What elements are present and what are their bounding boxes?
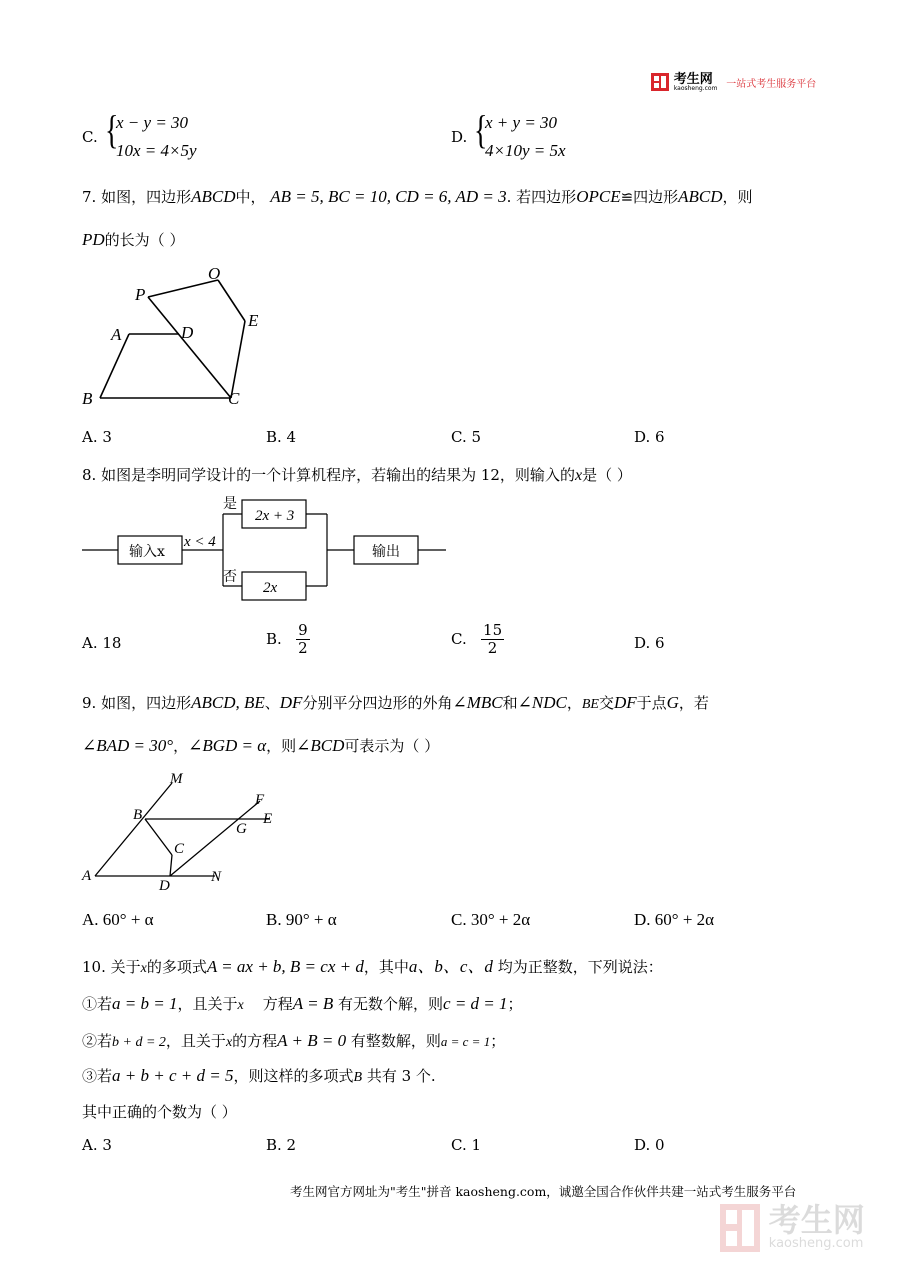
logo-text: 考生网 xyxy=(673,71,713,87)
q9-label-d: D xyxy=(159,878,170,894)
q8-flow-yes: 是 xyxy=(223,496,237,512)
q9-label-e: E xyxy=(263,811,273,827)
q9-label-a: A xyxy=(82,868,92,884)
q9-label-c: C xyxy=(174,841,185,857)
header-logo xyxy=(651,72,816,92)
q8-option-a: A. 18 xyxy=(82,634,122,652)
q9-stem-line2: ∠BAD = 30°，∠BGD = α，则∠BCD可表示为（ ） xyxy=(82,736,440,755)
watermark-logo-icon xyxy=(720,1204,760,1252)
q10-option-a: A. 3 xyxy=(82,1136,112,1154)
q9-option-b: B. 90° + α xyxy=(266,910,337,929)
logo-domain: kaosheng.com xyxy=(673,84,718,92)
q7-option-d: D. 6 xyxy=(634,428,665,446)
q10-statement-2: ②若b + d = 2，且关于x的方程A + B = 0 有整数解，则a = c = 1； xyxy=(82,1031,506,1050)
q7-label-b: B xyxy=(82,389,93,408)
q7-stem-line1: 7. 如图，四边形ABCD中， AB = 5, BC = 10, CD = 6, AD = 3. 若四边形OPCE≌四边形ABCD，则 xyxy=(82,187,753,206)
q8-flow-input: 输入x xyxy=(129,544,165,560)
q7-label-c: C xyxy=(228,389,240,408)
q10-option-c: C. 1 xyxy=(451,1136,482,1154)
q7-label-a: A xyxy=(111,325,122,344)
q8-flow-no-box: 2x xyxy=(263,580,278,596)
q6-option-d-line1: x + y = 30 xyxy=(485,113,558,132)
q8-stem: 8. 如图是李明同学设计的一个计算机程序，若输出的结果为 12，则输入的x是（ ） xyxy=(82,466,632,484)
logo-icon xyxy=(651,73,669,91)
q6-option-d-brace: { xyxy=(474,107,488,152)
q9-option-d: D. 60° + 2α xyxy=(634,910,715,929)
q10-option-b: B. 2 xyxy=(266,1136,297,1154)
q7-option-a: A. 3 xyxy=(82,428,112,446)
q8-option-b: B. $\frac{9}{2}$ xyxy=(266,621,308,657)
q7-label-d: D xyxy=(181,323,194,342)
q10-stem: 10. 关于x的多项式A = ax + b, B = cx + d，其中a、b、c、d 均为正整数，下列说法： xyxy=(82,957,663,976)
logo-slogan: 一站式考生服务平台 xyxy=(726,78,817,90)
q9-label-g: G xyxy=(236,821,247,837)
q7-option-c: C. 5 xyxy=(451,428,482,446)
q9-option-a: A. 60° + α xyxy=(82,910,154,929)
q7-label-e: E xyxy=(248,311,259,330)
q8-flow-no: 否 xyxy=(223,569,237,585)
q8-option-c: C. $\frac{15}{2}$ xyxy=(451,621,503,657)
q6-option-c-line2: 10x = 4×5y xyxy=(116,141,197,160)
q10-option-d: D. 0 xyxy=(634,1136,665,1154)
q8-flow-output: 输出 xyxy=(372,544,400,560)
q8-flow-condition: x < 4 xyxy=(184,534,216,550)
q6-option-c-label: C. xyxy=(82,128,98,146)
q7-stem-line2: PD的长为（ ） xyxy=(82,230,185,249)
q10-statement-3: ③若a + b + c + d = 5，则这样的多项式B 共有 3 个. xyxy=(82,1066,436,1085)
q8-flowchart xyxy=(80,492,450,607)
q9-label-m: M xyxy=(170,771,183,787)
q8-flow-yes-box: 2x + 3 xyxy=(255,508,295,524)
q7-label-p: P xyxy=(135,285,146,304)
watermark-text: 考生网 xyxy=(768,1201,865,1239)
q9-label-n: N xyxy=(211,869,222,885)
q7-option-b: B. 4 xyxy=(266,428,297,446)
footer-watermark xyxy=(720,1201,865,1252)
q6-option-d-label: D. xyxy=(451,128,468,146)
q8-option-d: D. 6 xyxy=(634,634,665,652)
q7-figure xyxy=(75,258,285,418)
footer-text: 考生网官方网址为"考生"拼音 kaosheng.com，诚邀全国合作伙伴共建一站式考生服务平台 xyxy=(290,1184,797,1199)
q9-stem-line1: 9. 如图，四边形ABCD, BE、DF分别平分四边形的外角∠MBC和∠NDC，BE交DF于点G，若 xyxy=(82,693,709,712)
q9-label-b: B xyxy=(133,807,143,823)
q7-label-o: O xyxy=(208,264,221,283)
q9-option-c: C. 30° + 2α xyxy=(451,910,531,929)
watermark-domain: kaosheng.com xyxy=(768,1236,864,1251)
q6-option-c-line1: x − y = 30 xyxy=(116,113,189,132)
q10-ask: 其中正确的个数为（ ） xyxy=(82,1103,237,1121)
q6-option-c-brace: { xyxy=(105,107,119,152)
q10-statement-1: ①若a = b = 1，且关于x 方程A = B 有无数个解，则c = d = 1； xyxy=(82,994,523,1013)
q9-figure xyxy=(75,766,285,894)
q9-label-f: F xyxy=(255,792,265,808)
q6-option-d-line2: 4×10y = 5x xyxy=(485,141,566,160)
